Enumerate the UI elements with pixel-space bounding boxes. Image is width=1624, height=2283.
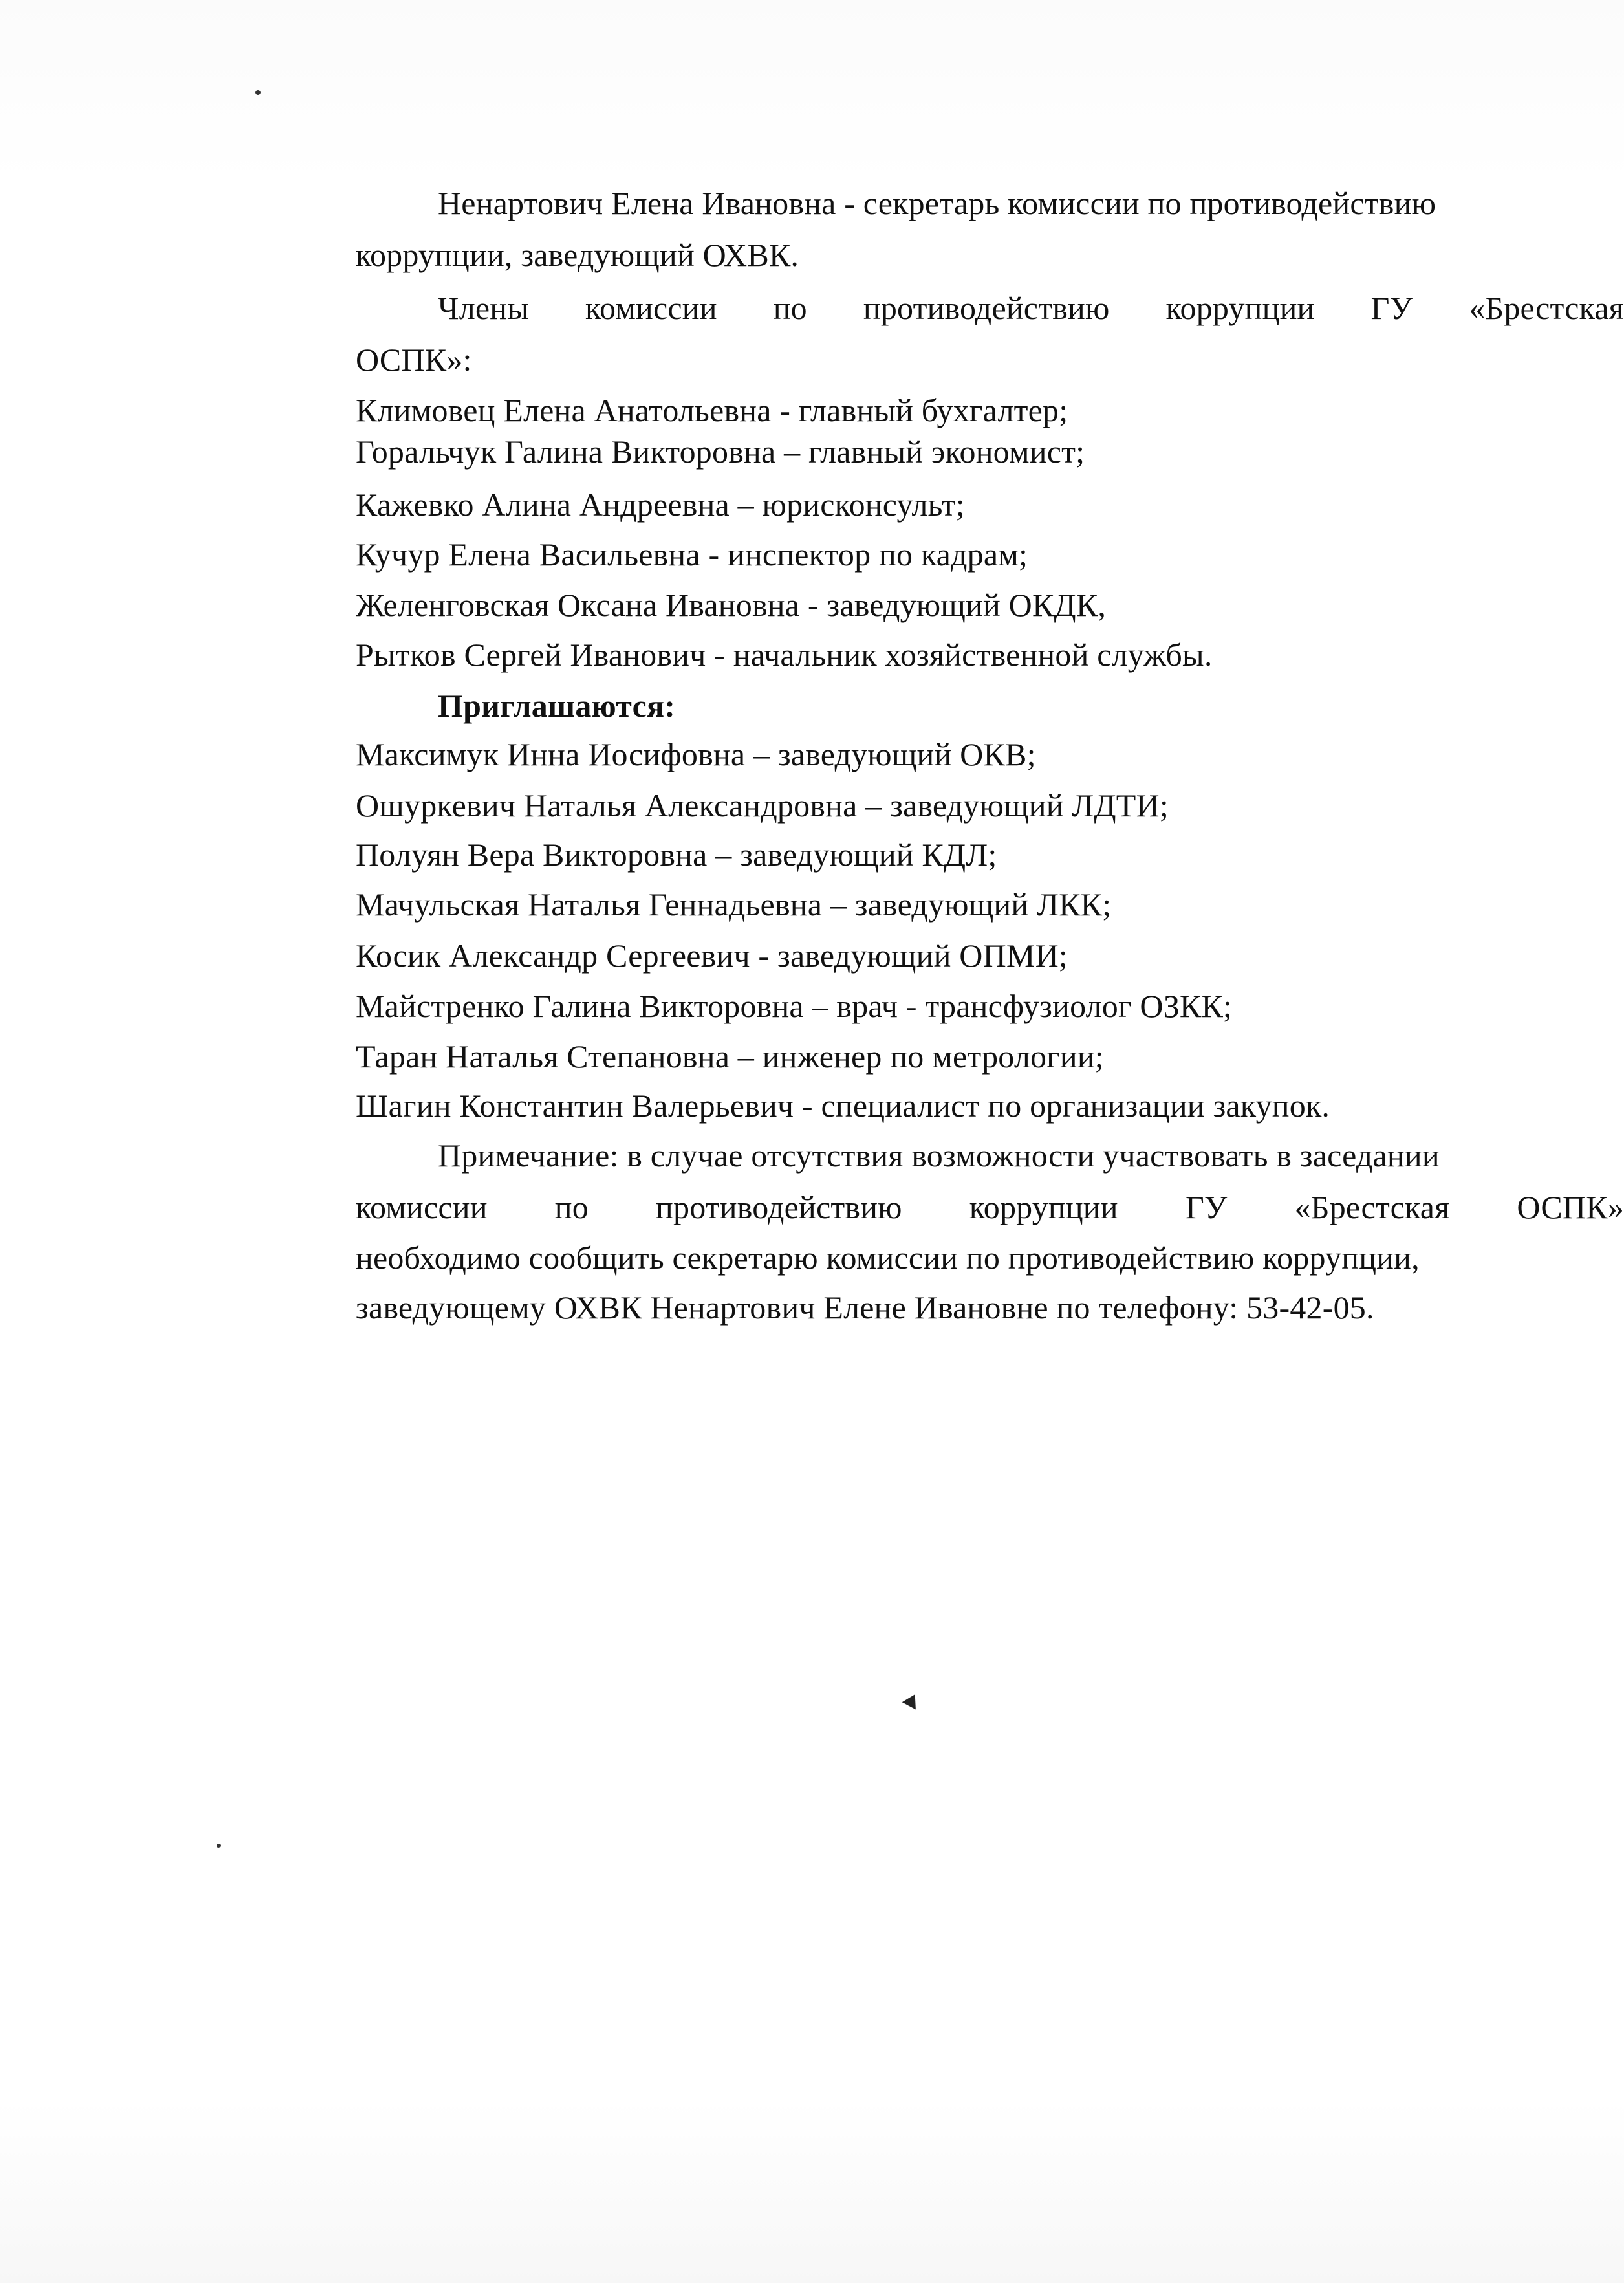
doc-line-2: коррупции, заведующий ОХВК.: [356, 237, 799, 273]
doc-line-3-word-2: комиссии: [585, 290, 717, 326]
doc-line-19: Шагин Константин Валерьевич - специалист по организации закупок.: [356, 1087, 1330, 1124]
doc-line-3-word-5: коррупции: [1165, 290, 1315, 326]
doc-line-21-word-7: ОСПК»: [1517, 1189, 1624, 1225]
doc-line-12: Максимук Инна Иосифовна – заведующий ОКВ;: [356, 736, 1036, 772]
doc-line-3-word-3: по: [773, 290, 807, 326]
doc-line-21: [356, 1187, 1624, 1227]
doc-line-14: Полуян Вера Викторовна – заведующий КДЛ;: [356, 836, 997, 873]
doc-line-18: Таран Наталья Степановна – инженер по метрологии;: [356, 1038, 1104, 1075]
doc-line-7: Кажевко Алина Андреевна – юрисконсульт;: [356, 486, 965, 523]
doc-line-15: Мачульская Наталья Геннадьевна – заведующий ЛКК;: [356, 886, 1112, 923]
doc-line-6: Горальчук Галина Викторовна – главный экономист;: [356, 433, 1085, 470]
doc-line-3-word-1: Члены: [438, 290, 529, 326]
doc-line-11: Приглашаются:: [438, 688, 676, 724]
doc-line-3: [438, 288, 1624, 328]
doc-line-1: Ненартович Елена Ивановна - секретарь комиссии по противодействию: [438, 185, 1436, 221]
doc-line-16: Косик Александр Сергеевич - заведующий ОПМИ;: [356, 937, 1068, 974]
doc-line-20: Примечание: в случае отсутствия возможности участвовать в заседании: [438, 1137, 1440, 1174]
cursor-like-mark: [902, 1691, 922, 1710]
doc-line-21-word-3: противодействию: [656, 1189, 902, 1225]
doc-line-10: Рытков Сергей Иванович - начальник хозяйственной службы.: [356, 637, 1213, 673]
doc-line-21-word-6: «Брестская: [1294, 1189, 1450, 1225]
scan-dot-top: [255, 90, 261, 95]
doc-line-22: необходимо сообщить секретарю комиссии по противодействию коррупции,: [356, 1240, 1420, 1276]
bleed-through-text: [265, 116, 1623, 2031]
doc-line-4: ОСПК»:: [356, 342, 472, 378]
doc-line-3-word-4: противодействию: [863, 290, 1110, 326]
doc-line-5: Климовец Елена Анатольевна - главный бухгалтер;: [356, 392, 1068, 428]
doc-line-13: Ошуркевич Наталья Александровна – заведующий ЛДТИ;: [356, 787, 1169, 824]
doc-line-17: Майстренко Галина Викторовна – врач - трансфузиолог ОЗКК;: [356, 988, 1233, 1024]
doc-line-3-word-6: ГУ: [1370, 290, 1413, 326]
doc-line-21-word-5: ГУ: [1185, 1189, 1228, 1225]
scan-dot-left: [217, 1844, 221, 1848]
doc-line-8: Кучур Елена Васильевна - инспектор по кадрам;: [356, 536, 1028, 573]
doc-line-3-word-7: «Брестская: [1469, 290, 1624, 326]
doc-line-21-word-2: по: [554, 1189, 589, 1225]
doc-line-21-word-4: коррупции: [969, 1189, 1118, 1225]
doc-line-9: Желенговская Оксана Ивановна - заведующий ОКДК,: [356, 587, 1107, 623]
doc-line-21-word-1: комиссии: [356, 1189, 488, 1225]
doc-line-23: заведующему ОХВК Ненартович Елене Ивановне по телефону: 53-42-05.: [356, 1289, 1374, 1326]
